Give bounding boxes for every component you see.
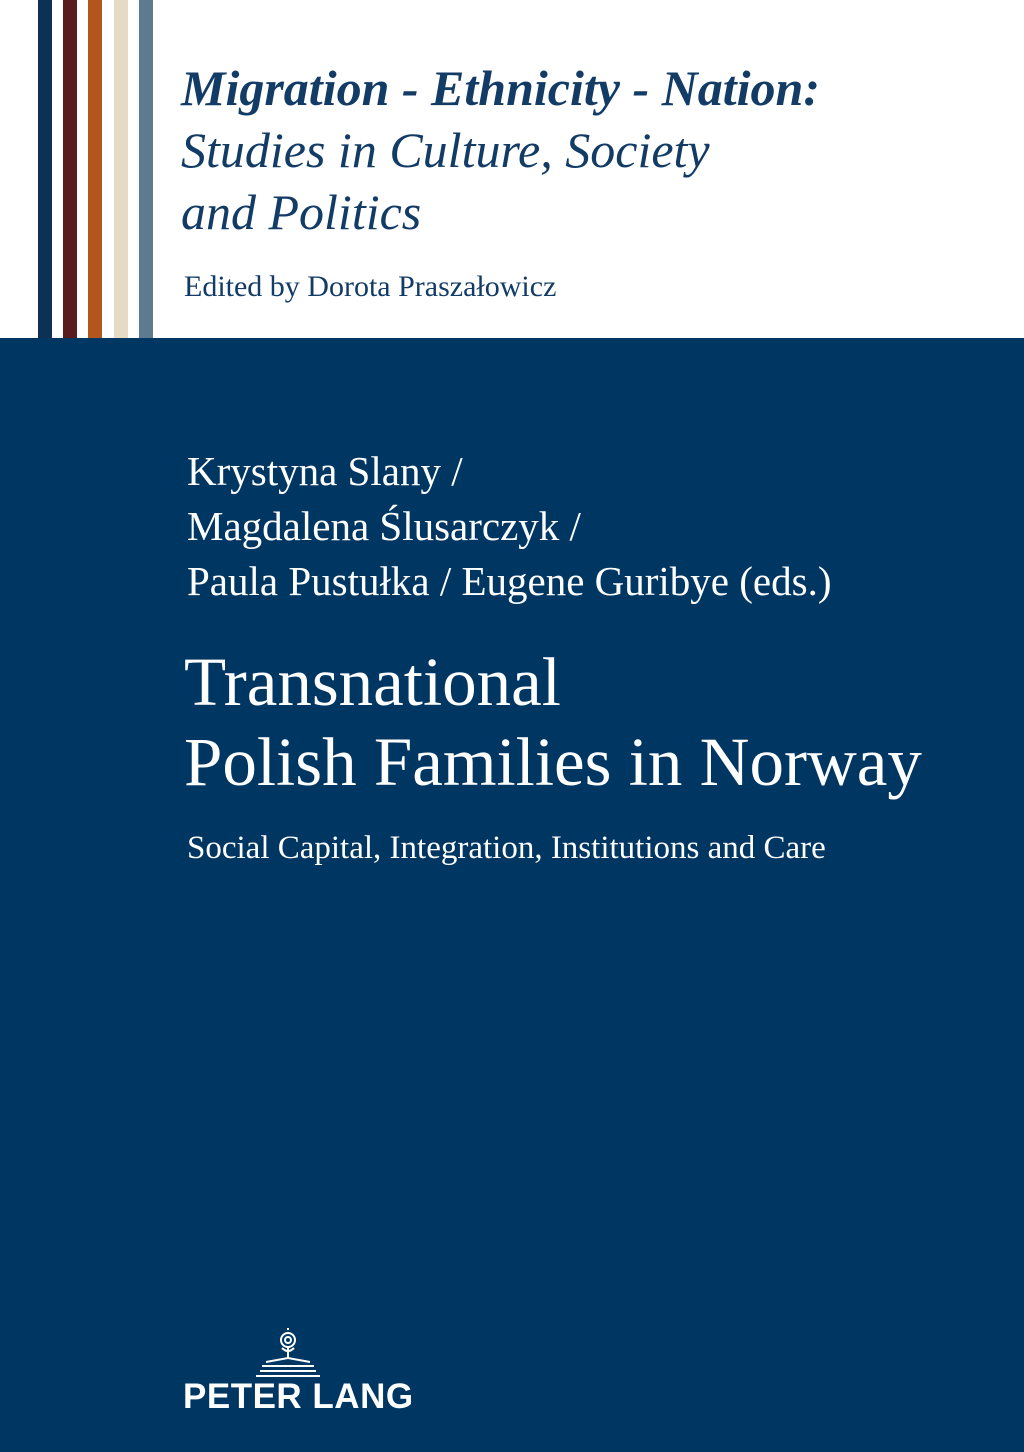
series-editor: Edited by Dorota Praszałowicz bbox=[184, 270, 557, 303]
series-title bbox=[181, 58, 820, 242]
publisher-name: PETER LANG bbox=[183, 1377, 414, 1416]
decorative-stripe-beige bbox=[114, 0, 128, 338]
decorative-stripe-maroon bbox=[63, 0, 77, 338]
series-title-line3: and Politics bbox=[181, 184, 422, 240]
series-title-line2: Studies in Culture, Society bbox=[181, 122, 710, 178]
decorative-stripe-navy bbox=[38, 0, 52, 338]
decorative-stripe-slate bbox=[139, 0, 153, 338]
tree-of-knowledge-icon bbox=[252, 1328, 324, 1380]
book-authors bbox=[187, 444, 831, 609]
authors-line2: Magdalena Ślusarczyk / bbox=[187, 503, 581, 549]
book-title bbox=[184, 642, 922, 802]
series-title-line1: Migration - Ethnicity - Nation: bbox=[181, 60, 820, 116]
authors-line3: Paula Pustułka / Eugene Guribye (eds.) bbox=[187, 558, 832, 604]
book-title-line2: Polish Families in Norway bbox=[184, 724, 922, 800]
authors-line1: Krystyna Slany / bbox=[187, 448, 463, 494]
decorative-stripe-orange bbox=[88, 0, 102, 338]
book-title-line1: Transnational bbox=[184, 644, 561, 720]
book-subtitle: Social Capital, Integration, Institutions and Care bbox=[187, 830, 826, 866]
